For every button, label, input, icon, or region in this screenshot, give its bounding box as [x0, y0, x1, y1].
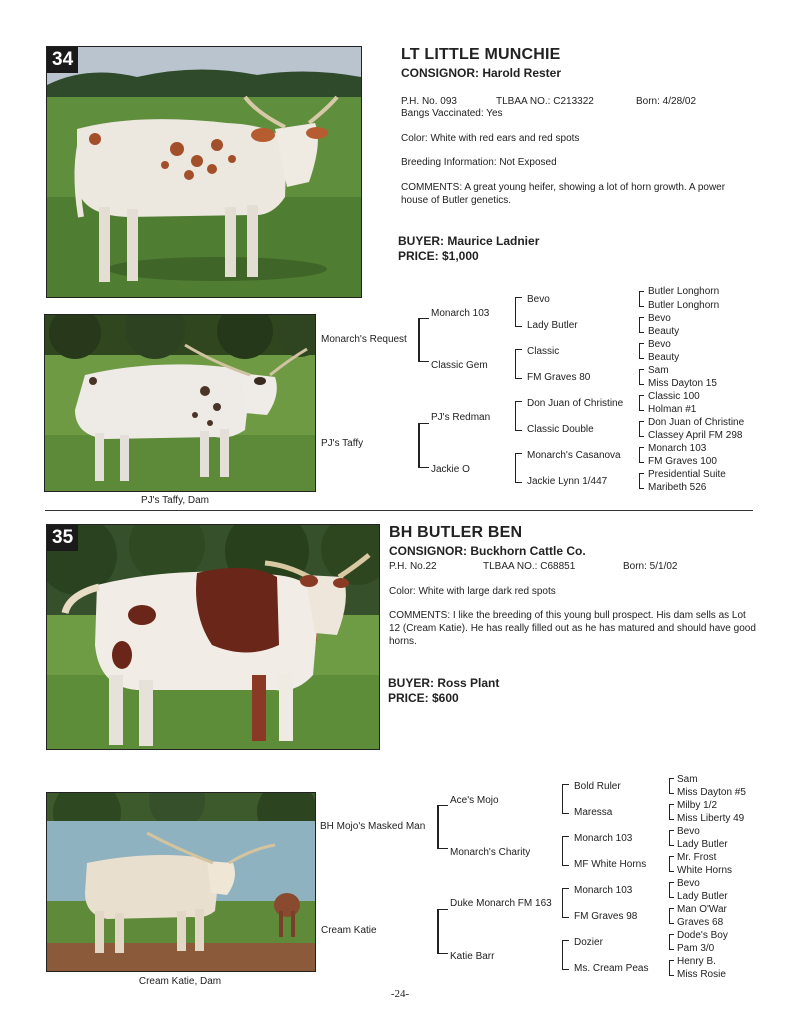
pedigree-gen3: Monarch 103 — [574, 833, 633, 844]
pedigree-gen2: Monarch 103 — [431, 308, 490, 319]
pedigree-bracket — [669, 778, 674, 794]
section-divider — [45, 510, 753, 511]
pedigree-gen3: Bold Ruler — [574, 781, 621, 792]
pedigree-gen2: Duke Monarch FM 163 — [450, 898, 552, 909]
pedigree-gen4: Classic 100 — [648, 391, 700, 402]
pedigree-gen4: Bevo — [677, 878, 700, 889]
lot-35-born: Born: 5/1/02 — [623, 561, 678, 572]
pedigree-gen3: Dozier — [574, 937, 603, 948]
pedigree-bracket — [562, 888, 569, 918]
pedigree-bracket — [639, 447, 644, 463]
pedigree-dam: PJ's Taffy — [321, 438, 364, 449]
pedigree-gen2: PJ's Redman — [431, 412, 491, 423]
pedigree-gen4: Sam — [677, 774, 698, 785]
lot-35-dam-caption: Cream Katie, Dam — [138, 976, 222, 987]
lot-number-badge: 35 — [47, 525, 78, 551]
pedigree-bracket — [669, 934, 674, 950]
pedigree-bracket — [515, 401, 522, 431]
pedigree-gen4: White Horns — [677, 865, 733, 876]
pedigree-gen3: MF White Horns — [574, 859, 647, 870]
pedigree-gen2: Ace's Mojo — [450, 795, 499, 806]
pedigree-gen4: Miss Rosie — [677, 969, 726, 980]
lot-34-buyer: BUYER: Maurice Ladnier — [398, 234, 540, 248]
pedigree-gen2: Jackie O — [431, 464, 470, 475]
pedigree-bracket — [562, 940, 569, 970]
pedigree-gen3: Bevo — [527, 294, 550, 305]
pedigree-gen4: Dode's Boy — [677, 930, 728, 941]
pedigree-gen4: Don Juan of Christine — [648, 417, 745, 428]
pedigree-gen4: Pam 3/0 — [677, 943, 715, 954]
pedigree-gen3: Ms. Cream Peas — [574, 963, 649, 974]
pedigree-gen3: FM Graves 80 — [527, 372, 591, 383]
pedigree-gen3: Monarch 103 — [574, 885, 633, 896]
pedigree-bracket — [639, 291, 644, 307]
pedigree-bracket — [669, 856, 674, 872]
lot-34-main-photo — [46, 46, 362, 298]
pedigree-gen3: Monarch's Casanova — [527, 450, 621, 461]
pedigree-gen4: Graves 68 — [677, 917, 724, 928]
pedigree-gen3: Don Juan of Christine — [527, 398, 624, 409]
pedigree-dam: Cream Katie — [321, 925, 377, 936]
pedigree-gen4: Bevo — [677, 826, 700, 837]
pedigree-bracket — [639, 421, 644, 437]
pedigree-gen4: Mr. Frost — [677, 852, 717, 863]
pedigree-gen2: Classic Gem — [431, 360, 488, 371]
pedigree-bracket — [515, 453, 522, 483]
pedigree-gen3: Maressa — [574, 807, 613, 818]
pedigree-gen3: Classic — [527, 346, 560, 357]
pedigree-bracket — [639, 369, 644, 385]
pedigree-gen4: Holman #1 — [648, 404, 697, 415]
lot-34-dam-photo — [44, 314, 316, 492]
pedigree-gen4: Miss Dayton #5 — [677, 787, 746, 798]
pedigree-bracket — [639, 343, 644, 359]
pedigree-gen4: Man O'War — [677, 904, 727, 915]
pedigree-gen3: FM Graves 98 — [574, 911, 638, 922]
lot-34-consignor: CONSIGNOR: Harold Rester — [401, 66, 562, 80]
lot-34-comments: COMMENTS: A great young heifer, showing a lot of horn growth. A power house of Butler genetics. — [401, 182, 726, 206]
pedigree-gen3: Lady Butler — [527, 320, 578, 331]
pedigree-sire: BH Mojo's Masked Man — [320, 821, 426, 832]
pedigree-gen4: Beauty — [648, 352, 680, 363]
pedigree-gen4: Monarch 103 — [648, 443, 707, 454]
pedigree-bracket — [639, 473, 644, 489]
lot-35-price: PRICE: $600 — [388, 691, 459, 705]
lot-34-breeding: Breeding Information: Not Exposed — [401, 157, 557, 168]
pedigree-bracket — [418, 318, 429, 362]
pedigree-bracket — [418, 423, 429, 468]
pedigree-gen4: Bevo — [648, 339, 671, 350]
pedigree-bracket — [515, 297, 522, 327]
pedigree-gen4: Butler Longhorn — [648, 300, 720, 311]
lot-34-tlbaa-number: TLBAA NO.: C213322 — [496, 96, 594, 107]
pedigree-bracket — [437, 909, 448, 954]
pedigree-gen4: Maribeth 526 — [648, 482, 707, 493]
lot-35-ph-number: P.H. No.22 — [389, 561, 437, 572]
pedigree-bracket — [562, 836, 569, 866]
lot-35-dam-photo — [46, 792, 316, 972]
pedigree-gen4: Miss Liberty 49 — [677, 813, 745, 824]
pedigree-gen4: Classey April FM 298 — [648, 430, 743, 441]
lot-34-name: LT LITTLE MUNCHIE — [401, 46, 561, 63]
lot-35-buyer: BUYER: Ross Plant — [388, 676, 500, 690]
lot-number-badge: 34 — [47, 47, 78, 73]
pedigree-gen4: Miss Dayton 15 — [648, 378, 717, 389]
lot-34-dam-caption: PJ's Taffy, Dam — [140, 495, 210, 506]
lot-34-ph-number: P.H. No. 093 — [401, 96, 457, 107]
lot-35-comments: COMMENTS: I like the breeding of this young bull prospect. His dam sells as Lot 12 (Cream Katie). He has really filled out as he has matured and should have good horns. — [389, 610, 756, 647]
pedigree-bracket — [669, 960, 674, 976]
page-number: -24- — [390, 988, 410, 1000]
pedigree-bracket — [437, 805, 448, 849]
pedigree-gen2: Katie Barr — [450, 951, 495, 962]
pedigree-bracket — [639, 317, 644, 333]
lot-35-consignor: CONSIGNOR: Buckhorn Cattle Co. — [389, 544, 586, 558]
pedigree-bracket — [669, 908, 674, 924]
lot-35-color: Color: White with large dark red spots — [389, 586, 556, 597]
pedigree-gen3: Classic Double — [527, 424, 594, 435]
pedigree-gen4: Butler Longhorn — [648, 286, 720, 297]
pedigree-bracket — [669, 830, 674, 846]
lot-35-name: BH BUTLER BEN — [389, 524, 523, 541]
pedigree-gen2: Monarch's Charity — [450, 847, 531, 858]
pedigree-bracket — [669, 882, 674, 898]
pedigree-sire: Monarch's Request — [321, 334, 407, 345]
pedigree-bracket — [562, 784, 569, 814]
lot-34-bangs: Bangs Vaccinated: Yes — [401, 108, 503, 119]
pedigree-bracket — [639, 395, 644, 411]
pedigree-gen4: Presidential Suite — [648, 469, 726, 480]
pedigree-gen4: Henry B. — [677, 956, 716, 967]
pedigree-gen4: Sam — [648, 365, 669, 376]
pedigree-gen4: Lady Butler — [677, 839, 728, 850]
pedigree-gen3: Jackie Lynn 1/447 — [527, 476, 608, 487]
pedigree-gen4: Milby 1/2 — [677, 800, 718, 811]
lot-34-color: Color: White with red ears and red spots — [401, 133, 580, 144]
lot-35-main-photo — [46, 524, 380, 750]
pedigree-gen4: Bevo — [648, 313, 671, 324]
pedigree-gen4: Lady Butler — [677, 891, 728, 902]
lot-35-tlbaa-number: TLBAA NO.: C68851 — [483, 561, 576, 572]
lot-34-price: PRICE: $1,000 — [398, 249, 479, 263]
pedigree-gen4: FM Graves 100 — [648, 456, 717, 467]
pedigree-bracket — [669, 804, 674, 820]
lot-34-born: Born: 4/28/02 — [636, 96, 697, 107]
pedigree-gen4: Beauty — [648, 326, 680, 337]
pedigree-bracket — [515, 349, 522, 379]
